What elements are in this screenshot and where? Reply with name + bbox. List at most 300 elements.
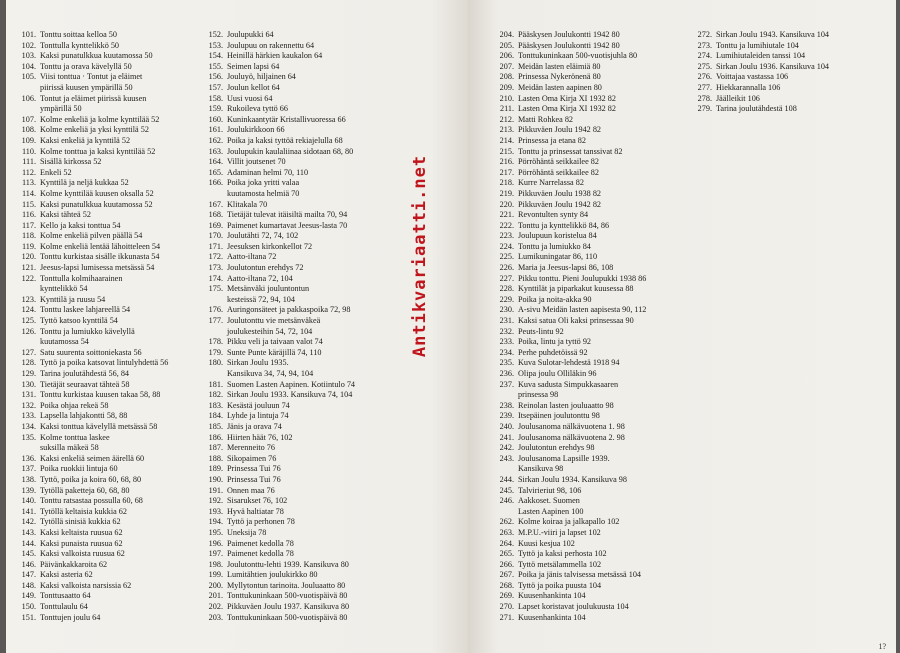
entry-title: Tyttö metsälammella 102 xyxy=(518,559,602,569)
index-entry xyxy=(488,305,646,316)
index-entry xyxy=(197,560,355,571)
entry-title: Paimenet kedolla 78 xyxy=(227,538,294,548)
index-entry xyxy=(197,401,355,412)
index-entry xyxy=(197,41,355,52)
entry-title: Kuninkaantytär Kristallivuoressa 66 xyxy=(227,114,346,124)
entry-number: 225. xyxy=(499,252,514,262)
entry-number: 160. xyxy=(208,114,223,124)
entry-title: Meidän lasten aapinen 80 xyxy=(518,82,602,92)
entry-title: Jäälleikit 106 xyxy=(716,93,760,103)
entry-title: Prinsessa Tui 76 xyxy=(227,464,281,474)
entry-title: Maria ja Jeesus-lapsi 86, 108 xyxy=(518,263,614,273)
index-entry xyxy=(10,200,168,211)
index-entry xyxy=(488,581,646,592)
index-entry xyxy=(10,380,168,391)
index-entry xyxy=(488,189,646,200)
index-entry xyxy=(10,115,168,126)
entry-number: 144. xyxy=(21,538,36,548)
entry-title: Poika ja jänis talvisessa metsässä 104 xyxy=(518,570,642,580)
index-entry xyxy=(10,486,168,497)
entry-number: 173. xyxy=(208,263,223,273)
entry-title: Tonttu ja orava kävelyllä 50 xyxy=(40,61,132,71)
entry-title: Aatto-iltana 72, 104 xyxy=(227,273,293,283)
index-entry xyxy=(10,539,168,550)
entry-number: 164. xyxy=(208,157,223,167)
index-entry xyxy=(488,602,646,613)
entry-number: 184. xyxy=(208,411,223,421)
entry-number: 102. xyxy=(21,40,36,50)
entry-title: Pikkuväen Joulu 1937. Kansikuva 80 xyxy=(227,602,350,612)
entry-title: Lapset koristavat joulukuusta 104 xyxy=(518,602,629,612)
entry-number: 161. xyxy=(208,125,223,135)
entry-number: 137. xyxy=(21,464,36,474)
entry-title: Pörröhäntä seikkailee 82 xyxy=(518,167,599,177)
entry-title: Joulupukki 64 xyxy=(227,30,274,39)
entry-number: 129. xyxy=(21,369,36,378)
index-entry xyxy=(10,475,168,486)
entry-title: Olipa joulu Olliläkin 96 xyxy=(518,369,597,378)
entry-title: Pikkuväen Joulu 1942 82 xyxy=(518,199,602,209)
index-entry xyxy=(10,411,168,422)
entry-number: 156. xyxy=(208,72,223,82)
entry-number xyxy=(10,337,40,348)
index-entry xyxy=(197,295,355,306)
entry-number: 107. xyxy=(21,114,36,124)
index-entry xyxy=(197,30,355,41)
entry-title: Tonttukuninkaan 500-vuotispäivä 80 xyxy=(227,612,348,622)
index-entry xyxy=(10,210,168,221)
entry-number: 233. xyxy=(499,337,514,347)
index-entry xyxy=(10,613,168,624)
entry-number xyxy=(488,464,518,475)
entry-number: 246. xyxy=(499,496,514,506)
index-entry xyxy=(10,496,168,507)
index-entry xyxy=(197,369,355,380)
entry-number: 121. xyxy=(21,263,36,273)
entry-title: Matti Rohkea 82 xyxy=(518,114,574,124)
index-entry xyxy=(197,200,355,211)
entry-number: 185. xyxy=(208,421,223,431)
entry-title: Talvirieriut 98, 106 xyxy=(518,485,582,495)
entry-number: 222. xyxy=(499,220,514,230)
index-entry xyxy=(197,62,355,73)
entry-title: A-sivu Meidän lasten aapisesta 90, 112 xyxy=(518,305,647,315)
index-entry xyxy=(488,284,646,295)
index-entry xyxy=(488,613,646,624)
index-entry xyxy=(488,464,646,475)
entry-number: 198. xyxy=(208,559,223,569)
index-entry xyxy=(197,189,355,200)
entry-number: 166. xyxy=(208,178,223,188)
index-entry xyxy=(488,200,646,211)
entry-number: 157. xyxy=(208,82,223,92)
index-entry xyxy=(197,252,355,263)
entry-title: Tarina joulutähdestä 56, 84 xyxy=(40,369,130,378)
index-entry xyxy=(488,41,646,52)
entry-number: 219. xyxy=(499,188,514,198)
entry-title: Joulusanoma Lapsille 1939. xyxy=(518,453,610,463)
entry-title: Meidän lasten eläimiä 80 xyxy=(518,61,601,71)
index-entry xyxy=(488,327,646,338)
index-entry xyxy=(488,401,646,412)
entry-title: Kuva Sulotar-lehdestä 1918 94 xyxy=(518,358,620,368)
entry-number: 214. xyxy=(499,135,514,145)
index-entry xyxy=(10,189,168,200)
entry-title: Kaksi tonttua kävelyllä metsässä 58 xyxy=(40,421,158,431)
entry-number: 213. xyxy=(499,125,514,135)
entry-title: Pörröhäntä seikkailee 82 xyxy=(518,157,599,167)
entry-number: 167. xyxy=(208,199,223,209)
index-entry xyxy=(197,581,355,592)
entry-title: Uneksija 78 xyxy=(227,527,267,537)
entry-title: Pikkuväen Joulu 1942 82 xyxy=(518,125,602,135)
index-entry xyxy=(10,72,168,83)
entry-title: Myllytontun tarinoita. Jouluaatto 80 xyxy=(227,580,346,590)
entry-title: prinsessa 98 xyxy=(518,390,559,400)
entry-number: 170. xyxy=(208,231,223,241)
entry-title: Kaksi punatulkkua kuutamossa 52 xyxy=(40,199,153,209)
entry-title: Tonttu ja lumihiutale 104 xyxy=(716,40,799,50)
index-entry xyxy=(197,231,355,242)
entry-title: Sirkan Joulu 1935. xyxy=(227,358,289,368)
entry-number: 171. xyxy=(208,241,223,251)
entry-title: Kaksi satua Oli kaksi prinsessaa 90 xyxy=(518,316,634,326)
index-entry xyxy=(197,475,355,486)
entry-title: Seimen lapsi 64 xyxy=(227,61,280,71)
entry-title: Joulukirkkoon 66 xyxy=(227,125,285,135)
entry-title: Reinolan lasten jouluaatto 98 xyxy=(518,400,614,410)
index-entry xyxy=(686,62,829,73)
entry-number: 145. xyxy=(21,549,36,559)
entry-number: 267. xyxy=(499,570,514,580)
entry-title: Paimenet kumartavat Jeesus-lasta 70 xyxy=(227,220,348,230)
entry-title: Joulutähti 72, 74, 102 xyxy=(227,231,299,241)
entry-number: 136. xyxy=(21,453,36,463)
entry-number: 232. xyxy=(499,326,514,336)
entry-number: 187. xyxy=(208,443,223,453)
entry-number: 174. xyxy=(208,273,223,283)
entry-number: 188. xyxy=(208,453,223,463)
entry-title: Lyhde ja lintuja 74 xyxy=(227,411,289,421)
entry-title: joulukesteihin 54, 72, 104 xyxy=(227,326,313,336)
entry-number: 169. xyxy=(208,220,223,230)
entry-number: 193. xyxy=(208,506,223,516)
entry-number: 224. xyxy=(499,241,514,251)
index-entry xyxy=(488,348,646,359)
entry-number: 271. xyxy=(499,612,514,622)
entry-title: Joulun kellot 64 xyxy=(227,82,280,92)
index-entry xyxy=(10,62,168,73)
entry-number: 168. xyxy=(208,210,223,220)
entry-title: Voittajaa vastassa 106 xyxy=(716,72,789,82)
index-column-2 xyxy=(197,30,355,623)
entry-number xyxy=(10,284,40,295)
entry-title: Revontulten synty 84 xyxy=(518,210,589,220)
entry-number: 111. xyxy=(22,157,36,167)
entry-title: Joulutonttu vie metsänväkeä xyxy=(227,316,321,326)
entry-number: 262. xyxy=(499,517,514,527)
index-entry xyxy=(10,221,168,232)
entry-number: 110. xyxy=(21,146,36,156)
index-entry xyxy=(10,390,168,401)
index-entry xyxy=(10,83,168,94)
entry-title: Jeesus-lapsi lumisessa metsässä 54 xyxy=(40,263,155,273)
entry-number: 175. xyxy=(208,284,223,294)
index-entry xyxy=(488,433,646,444)
entry-number: 163. xyxy=(208,146,223,156)
entry-number: 176. xyxy=(208,305,223,315)
index-entry xyxy=(10,242,168,253)
entry-number: 204. xyxy=(499,30,514,39)
entry-title: Jouluyö, hiljainen 64 xyxy=(227,72,296,82)
index-entry xyxy=(10,231,168,242)
entry-title: kesteissä 72, 94, 104 xyxy=(227,294,295,304)
index-entry xyxy=(488,475,646,486)
entry-title: Pikkuväen Joulu 1938 82 xyxy=(518,188,602,198)
entry-title: Lapsella lahjakontti 58, 88 xyxy=(40,411,128,421)
index-entry xyxy=(10,178,168,189)
entry-title: Poika ruokkii lintuja 60 xyxy=(40,464,118,474)
index-entry xyxy=(10,104,168,115)
entry-title: Kaksi punaista ruusua 62 xyxy=(40,538,123,548)
index-entry xyxy=(10,591,168,602)
index-entry xyxy=(686,104,829,115)
entry-title: Lasten Aapinen 100 xyxy=(518,506,584,516)
index-entry xyxy=(10,602,168,613)
entry-title: Klitakala 70 xyxy=(227,199,268,209)
index-entry xyxy=(197,72,355,83)
entry-title: Kolme tonttua ja kaksi kynttilää 52 xyxy=(40,146,156,156)
entry-title: Tarina joulutähdestä 108 xyxy=(716,104,797,114)
index-entry xyxy=(197,147,355,158)
entry-number xyxy=(10,104,40,115)
entry-number: 146. xyxy=(21,559,36,569)
entry-title: Tonttulaulu 64 xyxy=(40,602,88,612)
index-entry xyxy=(488,443,646,454)
entry-number: 277. xyxy=(697,82,712,92)
entry-title: Kolme enkeliä lentää lähoitteleen 54 xyxy=(40,241,161,251)
index-entry xyxy=(197,602,355,613)
entry-title: Tyttö ja poika puusta 104 xyxy=(518,580,602,590)
entry-number: 199. xyxy=(208,570,223,580)
entry-number: 200. xyxy=(208,580,223,590)
entry-number: 205. xyxy=(499,40,514,50)
index-entry xyxy=(197,136,355,147)
entry-title: kuutamossa 54 xyxy=(40,337,89,347)
entry-title: Tietäjät seuraavat tähteä 58 xyxy=(40,379,130,389)
index-entry xyxy=(197,221,355,232)
index-entry xyxy=(488,210,646,221)
entry-number: 190. xyxy=(208,474,223,484)
index-entry xyxy=(10,560,168,571)
entry-title: Pikku tonttu. Pieni Joulupukki 1938 86 xyxy=(518,273,647,283)
index-entry xyxy=(197,348,355,359)
entry-title: Poika ja noita-akka 90 xyxy=(518,294,592,304)
index-entry xyxy=(10,358,168,369)
entry-number: 189. xyxy=(208,464,223,474)
entry-title: Lasten Oma Kirja XI 1932 82 xyxy=(518,93,616,103)
entry-number xyxy=(197,189,227,200)
index-column-3 xyxy=(488,30,646,623)
entry-title: Tonttu ja kynttelikkö 84, 86 xyxy=(518,220,610,230)
index-entry xyxy=(488,51,646,62)
index-entry xyxy=(197,507,355,518)
entry-number: 138. xyxy=(21,474,36,484)
entry-number: 165. xyxy=(208,167,223,177)
entry-title: Merenneito 76 xyxy=(227,443,275,453)
entry-number: 276. xyxy=(697,72,712,82)
index-entry xyxy=(10,295,168,306)
entry-number: 120. xyxy=(21,252,36,262)
index-entry xyxy=(488,549,646,560)
entry-title: Tonttukuninkaan 500-vuotisjuhla 80 xyxy=(518,51,638,61)
entry-title: Villit joutsenet 70 xyxy=(227,157,286,167)
entry-title: Auringonsäteet ja pakkaspoika 72, 98 xyxy=(227,305,351,315)
entry-number: 226. xyxy=(499,263,514,273)
entry-number: 266. xyxy=(499,559,514,569)
entry-number: 278. xyxy=(697,93,712,103)
index-column-4 xyxy=(686,30,829,115)
entry-number: 125. xyxy=(21,316,36,326)
entry-title: Prinsessa ja etana 82 xyxy=(518,135,586,145)
entry-title: Paimenet kedolla 78 xyxy=(227,549,294,559)
index-entry xyxy=(197,337,355,348)
entry-title: Sisällä kirkossa 52 xyxy=(40,157,102,167)
index-entry xyxy=(488,147,646,158)
entry-number: 239. xyxy=(499,411,514,421)
entry-number: 109. xyxy=(21,135,36,145)
entry-title: Kansikuva 98 xyxy=(518,464,564,474)
entry-number: 142. xyxy=(21,517,36,527)
entry-number: 140. xyxy=(21,496,36,506)
entry-number: 217. xyxy=(499,167,514,177)
index-entry xyxy=(488,591,646,602)
entry-title: Tytöllä keltaisia kukkia 62 xyxy=(40,506,127,516)
index-entry xyxy=(197,528,355,539)
entry-title: Kaksi asteria 62 xyxy=(40,570,93,580)
entry-number: 172. xyxy=(208,252,223,262)
index-entry xyxy=(197,305,355,316)
index-entry xyxy=(10,401,168,412)
entry-title: Kesästä jouluun 74 xyxy=(227,400,290,410)
entry-title: Tietäjät tulevat itäisiltä mailta 70, 94 xyxy=(227,210,348,220)
index-entry xyxy=(197,549,355,560)
entry-title: Lasten Oma Kirja XI 1932 82 xyxy=(518,104,616,114)
entry-number: 269. xyxy=(499,591,514,601)
index-entry xyxy=(197,443,355,454)
entry-title: M.P.U.-viiri ja lapset 102 xyxy=(518,527,601,537)
entry-title: Poika, lintu ja tyttö 92 xyxy=(518,337,592,347)
entry-title: Tytöllä sinisiä kukkia 62 xyxy=(40,517,121,527)
index-entry xyxy=(10,94,168,105)
index-entry xyxy=(488,507,646,518)
index-entry xyxy=(197,454,355,465)
index-entry xyxy=(686,41,829,52)
index-entry xyxy=(197,274,355,285)
index-entry xyxy=(10,507,168,518)
entry-number: 106. xyxy=(21,93,36,103)
entry-number: 218. xyxy=(499,178,514,188)
entry-title: Kynttilät ja piparkakut kuusessa 88 xyxy=(518,284,634,294)
entry-title: Poika ohjaa rekeä 58 xyxy=(40,400,109,410)
index-entry xyxy=(488,337,646,348)
entry-number: 133. xyxy=(21,411,36,421)
index-entry xyxy=(10,528,168,539)
index-entry xyxy=(488,390,646,401)
index-entry xyxy=(197,591,355,602)
entry-title: Sirkan Joulu 1933. Kansikuva 74, 104 xyxy=(227,390,353,400)
entry-number: 201. xyxy=(208,591,223,601)
entry-number xyxy=(197,369,227,380)
entry-title: Kuusenhankinta 104 xyxy=(518,591,586,601)
entry-title: Tytöllä paketteja 60, 68, 80 xyxy=(40,485,130,495)
entry-title: Viisi tonttua · Tontut ja eläimet xyxy=(40,72,143,82)
index-entry xyxy=(10,316,168,327)
entry-title: Päivänkakkaroita 62 xyxy=(40,559,108,569)
index-entry xyxy=(197,178,355,189)
entry-title: Tonttujen joulu 64 xyxy=(40,612,101,622)
entry-number xyxy=(197,327,227,338)
index-entry xyxy=(488,136,646,147)
index-entry xyxy=(10,454,168,465)
index-entry xyxy=(686,72,829,83)
index-entry xyxy=(488,83,646,94)
index-entry xyxy=(488,295,646,306)
entry-number: 191. xyxy=(208,485,223,495)
entry-title: Pääskysen Joulukontti 1942 80 xyxy=(518,40,620,50)
entry-title: Kuusenhankinta 104 xyxy=(518,612,586,622)
entry-title: Tyttö ja poika katsovat lintulyhdettä 56 xyxy=(40,358,169,368)
entry-number: 148. xyxy=(21,580,36,590)
index-entry xyxy=(488,263,646,274)
entry-title: Tyttö ja perhonen 78 xyxy=(227,517,295,527)
entry-title: Joulusanoma nälkävuotena 2. 98 xyxy=(518,432,625,442)
index-entry xyxy=(197,284,355,295)
entry-title: Tonttu kurkistaa sisälle ikkunasta 54 xyxy=(40,252,160,262)
entry-title: Tonttu kurkistaa kuusen takaa 58, 88 xyxy=(40,390,161,400)
entry-title: Joulutontun erehdys 98 xyxy=(518,443,595,453)
index-entry xyxy=(686,30,829,41)
entry-title: Jänis ja orava 74 xyxy=(227,421,282,431)
entry-number: 149. xyxy=(21,591,36,601)
index-entry xyxy=(10,157,168,168)
entry-number xyxy=(10,83,40,94)
entry-title: Rukoileva tyttö 66 xyxy=(227,104,288,114)
entry-title: Uusi vuosi 64 xyxy=(227,93,273,103)
index-entry xyxy=(10,136,168,147)
entry-title: Hiekkarannalla 106 xyxy=(716,82,781,92)
entry-title: Kansikuva 34, 74, 94, 104 xyxy=(227,369,314,378)
index-entry xyxy=(10,263,168,274)
entry-title: Sunte Punte käräjillä 74, 110 xyxy=(227,347,322,357)
index-entry xyxy=(488,221,646,232)
entry-number: 206. xyxy=(499,51,514,61)
entry-number: 155. xyxy=(208,61,223,71)
index-entry xyxy=(488,168,646,179)
index-entry xyxy=(197,83,355,94)
index-entry xyxy=(10,274,168,285)
entry-number: 112. xyxy=(21,167,36,177)
index-entry xyxy=(488,539,646,550)
entry-number: 231. xyxy=(499,316,514,326)
entry-title: Tonttulla kolmihaarainen xyxy=(40,273,123,283)
entry-number: 159. xyxy=(208,104,223,114)
entry-number: 238. xyxy=(499,400,514,410)
index-entry xyxy=(197,104,355,115)
entry-title: Kolme koiraa ja jalkapallo 102 xyxy=(518,517,620,527)
entry-number: 210. xyxy=(499,93,514,103)
index-entry xyxy=(488,115,646,126)
